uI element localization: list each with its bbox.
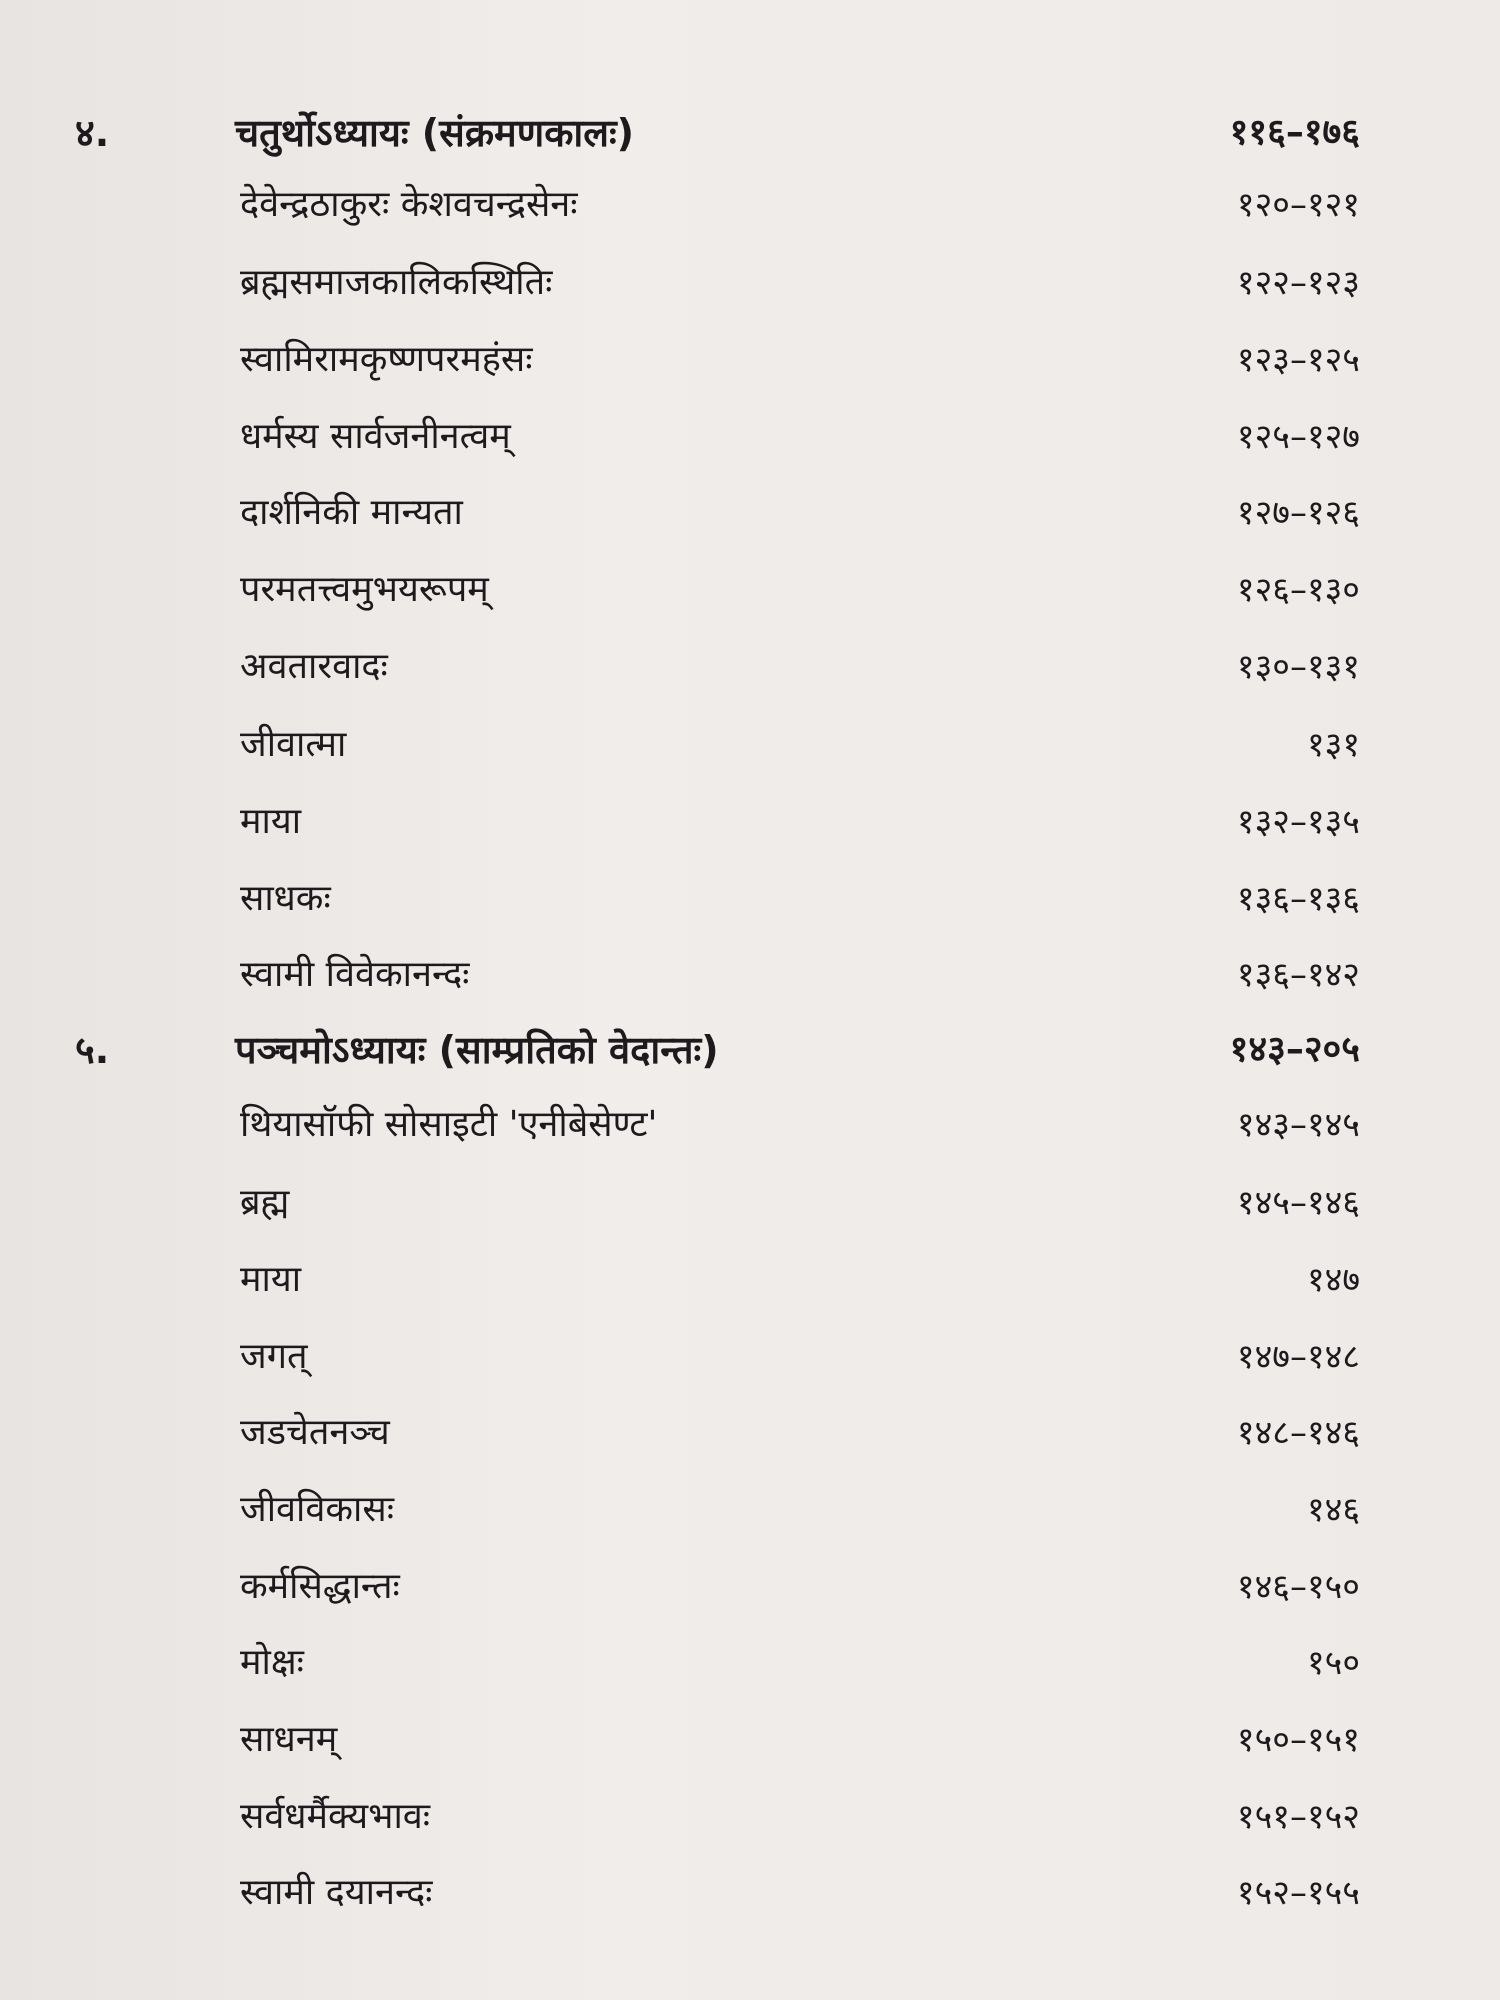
- toc-entry-row: [0, 632, 1500, 702]
- entry-title: मोक्षः: [240, 1642, 304, 1683]
- toc-entry-row: [0, 1858, 1500, 1928]
- entry-title: माया: [240, 1259, 302, 1300]
- toc-entry-row: [0, 1705, 1500, 1775]
- entry-page-range: १३६–१४२: [1236, 955, 1360, 995]
- toc-entry-row: [0, 787, 1500, 857]
- toc-entry-row: [0, 402, 1500, 472]
- entry-page-range: १५०–१५१: [1236, 1720, 1360, 1760]
- toc-entry-row: [0, 325, 1500, 395]
- entry-title: जडचेतनञ्च: [240, 1412, 390, 1453]
- entry-page-range: १५०: [1306, 1643, 1360, 1683]
- entry-page-range: १४६–१५०: [1236, 1567, 1360, 1607]
- entry-title: स्वामी विवेकानन्दः: [240, 954, 470, 995]
- entry-page-range: १३६–१३६: [1236, 879, 1360, 919]
- entry-title: साधनम्: [240, 1719, 338, 1760]
- entry-title: साधकः: [240, 878, 331, 919]
- chapter-page-range: १४३–२०५: [1229, 1029, 1360, 1070]
- toc-entry-row: [0, 248, 1500, 318]
- entry-page-range: १३०–१३१: [1236, 647, 1360, 687]
- toc-entry-row: [0, 1782, 1500, 1852]
- entry-page-range: १४७: [1306, 1260, 1360, 1300]
- toc-entry-row: [0, 864, 1500, 934]
- toc-entry-row: [0, 555, 1500, 625]
- toc-entry-row: [0, 1322, 1500, 1392]
- entry-title: ब्रह्म: [240, 1182, 290, 1223]
- entry-title: जगत्: [240, 1336, 308, 1377]
- entry-title: परमतत्त्वमुभयरूपम्: [240, 569, 489, 610]
- entry-page-range: १२६–१३०: [1236, 570, 1360, 610]
- entry-title: अवतारवादः: [240, 646, 388, 687]
- toc-entry-row: [0, 1168, 1500, 1238]
- entry-title: माया: [240, 801, 302, 842]
- toc-entry-row: [0, 1398, 1500, 1468]
- toc-entry-row: [0, 1090, 1500, 1160]
- entry-title: जीवविकासः: [240, 1489, 394, 1530]
- entry-page-range: १५२–१५५: [1236, 1873, 1360, 1913]
- chapter-number: ४.: [75, 111, 110, 155]
- entry-title: देवेन्द्रठाकुरः केशवचन्द्रसेनः: [240, 184, 578, 225]
- toc-entry-row: [0, 1245, 1500, 1315]
- entry-title: स्वामिरामकृष्णपरमहंसः: [240, 339, 533, 380]
- entry-page-range: १२५–१२७: [1236, 417, 1360, 457]
- entry-title: दार्शनिकी मान्यता: [240, 492, 463, 533]
- toc-entry-row: [0, 1552, 1500, 1622]
- entry-title: स्वामी दयानन्दः: [240, 1872, 433, 1913]
- entry-page-range: १४३–१४५: [1236, 1105, 1360, 1145]
- entry-title: ब्रह्मसमाजकालिकस्थितिः: [240, 262, 553, 303]
- toc-entry-row: [0, 478, 1500, 548]
- chapter-title: चतुर्थोऽध्यायः (संक्रमणकालः): [235, 111, 635, 155]
- toc-chapter-row: [0, 98, 1500, 168]
- toc-entry-row: [0, 940, 1500, 1010]
- entry-page-range: १४८–१४६: [1236, 1413, 1360, 1453]
- entry-page-range: १३१: [1306, 725, 1360, 765]
- chapter-number: ५.: [75, 1028, 110, 1072]
- entry-title: जीवात्मा: [240, 724, 347, 765]
- entry-page-range: १२३–१२५: [1236, 340, 1360, 380]
- chapter-title: पञ्चमोऽध्यायः (साम्प्रतिको वेदान्तः): [235, 1028, 719, 1072]
- toc-entry-row: [0, 1628, 1500, 1698]
- toc-entry-row: [0, 710, 1500, 780]
- chapter-page-range: ११६–१७६: [1229, 112, 1360, 153]
- entry-page-range: १४७–१४८: [1236, 1337, 1360, 1377]
- entry-page-range: १३२–१३५: [1236, 802, 1360, 842]
- entry-page-range: १२२–१२३: [1236, 263, 1360, 303]
- entry-page-range: १५१–१५२: [1236, 1797, 1360, 1837]
- entry-page-range: १२७–१२६: [1236, 493, 1360, 533]
- entry-title: सर्वधर्मैक्यभावः: [240, 1796, 431, 1837]
- toc-chapter-row: [0, 1015, 1500, 1085]
- toc-entry-row: [0, 170, 1500, 240]
- entry-title: कर्मसिद्धान्तः: [240, 1566, 400, 1607]
- entry-title: धर्मस्य सार्वजनीनत्वम्: [240, 416, 511, 457]
- toc-entry-row: [0, 1475, 1500, 1545]
- entry-title: थियासॉफी सोसाइटी 'एनीबेसेण्ट': [240, 1104, 658, 1145]
- entry-page-range: १४६: [1306, 1490, 1360, 1530]
- entry-page-range: १२०–१२१: [1236, 185, 1360, 225]
- entry-page-range: १४५–१४६: [1236, 1183, 1360, 1223]
